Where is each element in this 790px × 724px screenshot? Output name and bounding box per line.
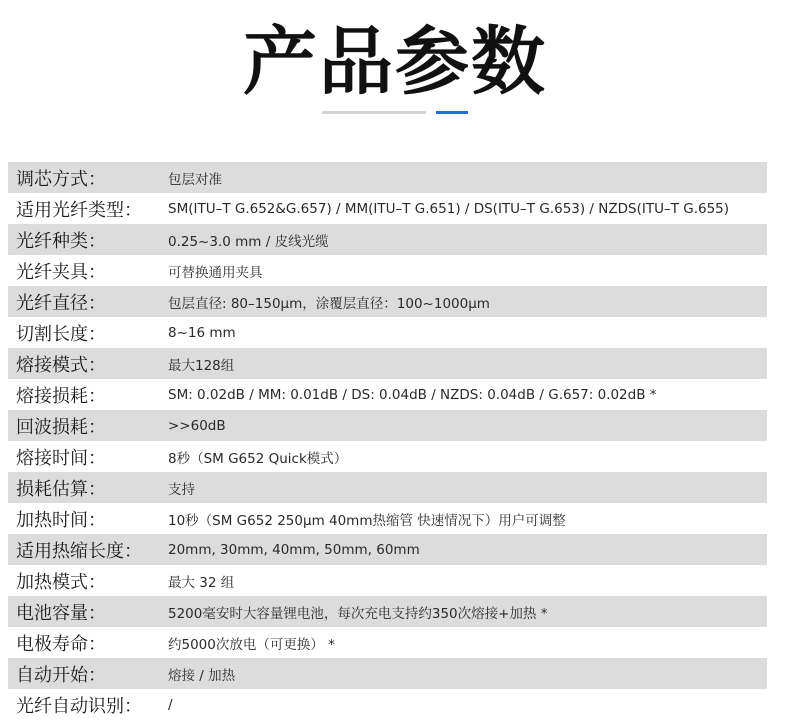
spec-value: 8秒（SM G652 Quick模式） (168, 450, 348, 467)
spec-table (8, 162, 767, 720)
spec-value: 最大 32 组 (168, 574, 235, 591)
spec-value: 5200毫安时大容量锂电池，每次充电支持约350次熔接+加热 * (168, 605, 548, 622)
spec-row-fiber-types (8, 193, 767, 224)
spec-value: 约5000次放电（可更换） * (168, 636, 335, 653)
spec-row-battery (8, 596, 767, 627)
page-title: 产品参数 (243, 19, 547, 105)
spec-label: 自动开始： (16, 664, 106, 686)
spec-value: 8~16 mm (168, 324, 236, 341)
spec-row-splice-modes (8, 348, 767, 379)
spec-row-splice-time (8, 441, 767, 472)
spec-label: 切割长度： (16, 323, 106, 345)
title-underline-accent (436, 111, 468, 114)
spec-label: 光纤直径： (16, 292, 106, 314)
spec-label: 加热模式： (16, 571, 106, 593)
title-underline-gray (322, 111, 426, 114)
spec-value: / (168, 696, 173, 713)
spec-value: 包层直径: 80–150μm，涂覆层直径：100~1000μm (168, 295, 490, 312)
spec-row-splice-loss (8, 379, 767, 410)
spec-value: 最大128组 (168, 357, 235, 374)
spec-label: 加热时间： (16, 509, 106, 531)
spec-row-fiber-kind (8, 224, 767, 255)
spec-value: 包层对准 (168, 171, 222, 188)
spec-label: 熔接模式： (16, 354, 106, 376)
spec-label: 熔接损耗： (16, 385, 106, 407)
spec-row-loss-estimate (8, 472, 767, 503)
spec-row-fiber-diameter (8, 286, 767, 317)
spec-row-cleave-length (8, 317, 767, 348)
spec-value: 10秒（SM G652 250μm 40mm热缩管 快速情况下）用户可调整 (168, 512, 566, 529)
spec-value: SM: 0.02dB / MM: 0.01dB / DS: 0.04dB / NZDS: 0.04dB / G.657: 0.02dB * (168, 386, 657, 403)
spec-label: 光纤自动识别： (16, 695, 142, 717)
spec-row-return-loss (8, 410, 767, 441)
spec-label: 电池容量： (16, 602, 106, 624)
spec-label: 适用热缩长度： (16, 540, 142, 562)
spec-row-fiber-holder (8, 255, 767, 286)
spec-row-sleeve-length (8, 534, 767, 565)
spec-value: 支持 (168, 481, 195, 498)
spec-label: 损耗估算： (16, 478, 106, 500)
spec-value: >>60dB (168, 417, 226, 434)
spec-value: SM(ITU–T G.652&G.657) / MM(ITU–T G.651) / DS(ITU–T G.653) / NZDS(ITU–T G.655) (168, 200, 730, 217)
spec-row-alignment (8, 162, 767, 193)
spec-value: 0.25~3.0 mm / 皮线光缆 (168, 233, 329, 250)
spec-row-heat-time (8, 503, 767, 534)
spec-label: 适用光纤类型： (16, 199, 142, 221)
spec-label: 光纤夹具： (16, 261, 106, 283)
spec-label: 调芯方式： (16, 168, 106, 190)
spec-label: 回波损耗： (16, 416, 106, 438)
spec-row-auto-fiber-id (8, 689, 767, 720)
spec-label: 光纤种类： (16, 230, 106, 252)
spec-row-electrode-life (8, 627, 767, 658)
spec-row-heat-modes (8, 565, 767, 596)
spec-value: 熔接 / 加热 (168, 667, 236, 684)
spec-label: 电极寿命： (16, 633, 106, 655)
spec-label: 熔接时间： (16, 447, 106, 469)
spec-row-auto-start (8, 658, 767, 689)
spec-value: 20mm, 30mm, 40mm, 50mm, 60mm (168, 541, 420, 558)
spec-value: 可替换通用夹具 (168, 264, 263, 281)
